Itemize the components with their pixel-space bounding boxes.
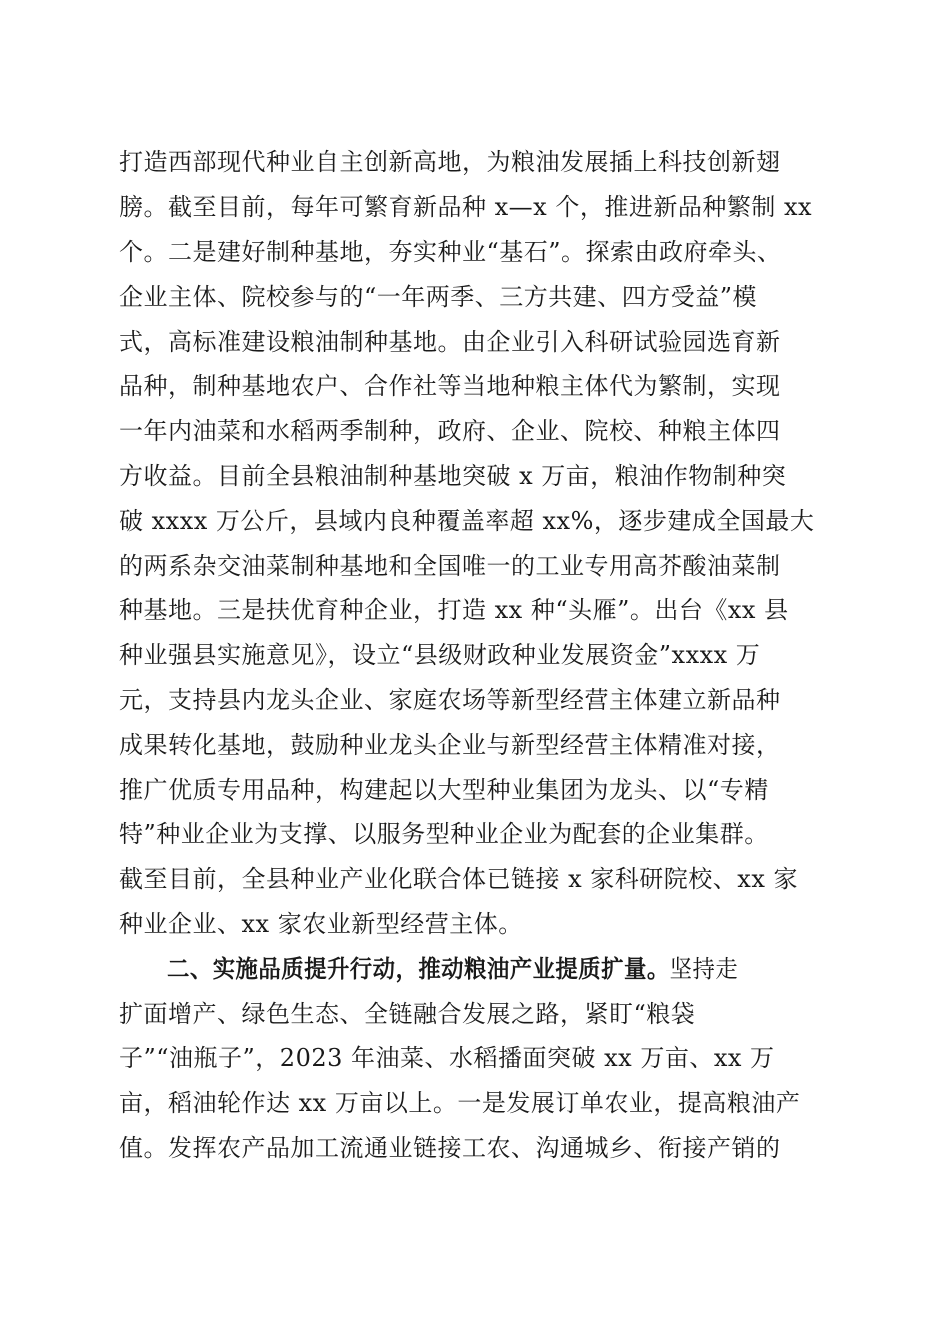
body-text-line: 企业主体、院校参与的“一年两季、三方共建、四方受益”模	[119, 283, 758, 311]
body-text-line: 破 xxxx 万公斤，县域内良种覆盖率超 xx%，逐步建成全国最大	[119, 507, 815, 535]
section-2-first-line-rest: 坚持走	[669, 955, 739, 983]
body-text-line: 一年内油菜和水稻两季制种，政府、企业、院校、种粮主体四	[119, 417, 781, 445]
body-text-line: 种基地。三是扶优育种企业，打造 xx 种“头雁”。出台《xx 县	[119, 596, 789, 624]
body-text-line: 种业企业、xx 家农业新型经营主体。	[119, 910, 523, 938]
section-2-first-line	[167, 949, 831, 989]
body-text-line: 方收益。目前全县粮油制种基地突破 x 万亩，粮油作物制种突	[119, 462, 787, 490]
body-text-line: 扩面增产、绿色生态、全链融合发展之路，紧盯“粮袋	[119, 1000, 696, 1028]
body-text-line: 推广优质专用品种，构建起以大型种业集团为龙头、以“专精	[119, 776, 769, 804]
body-text-line: 亩，稻油轮作达 xx 万亩以上。一是发展订单农业，提高粮油产	[119, 1089, 801, 1117]
body-text-line: 品种，制种基地农户、合作社等当地种粮主体代为繁制，实现	[119, 372, 781, 400]
body-text-line: 个。二是建好制种基地，夯实种业“基石”。探索由政府牵头、	[119, 238, 782, 266]
body-text-line: 式，高标准建设粮油制种基地。由企业引入科研试验园选育新	[119, 328, 781, 356]
body-text-line: 子”“油瓶子”，2023 年油菜、水稻播面突破 xx 万亩、xx 万	[119, 1044, 775, 1072]
body-text-line: 成果转化基地，鼓励种业龙头企业与新型经营主体精准对接，	[119, 731, 781, 759]
body-text-line: 截至目前，全县种业产业化联合体已链接 x 家科研院校、xx 家	[119, 865, 798, 893]
body-text-line: 的两系杂交油菜制种基地和全国唯一的工业专用高芥酸油菜制	[119, 552, 781, 580]
body-text-line: 元，支持县内龙头企业、家庭农场等新型经营主体建立新品种	[119, 686, 781, 714]
body-text-line: 值。发挥农产品加工流通业链接工农、沟通城乡、衔接产销的	[119, 1134, 781, 1162]
body-text-line: 特”种业企业为支撑、以服务型种业企业为配套的企业集群。	[119, 820, 769, 848]
body-text-line: 膀。截至目前，每年可繁育新品种 x—x 个，推进新品种繁制 xx	[119, 193, 813, 221]
section-2-heading: 二、实施品质提升行动，推动粮油产业提质扩量。	[167, 954, 670, 983]
body-text-line: 种业强县实施意见》，设立“县级财政种业发展资金”xxxx 万	[119, 641, 761, 669]
body-text-line: 打造西部现代种业自主创新高地，为粮油发展插上科技创新翅	[119, 148, 781, 176]
